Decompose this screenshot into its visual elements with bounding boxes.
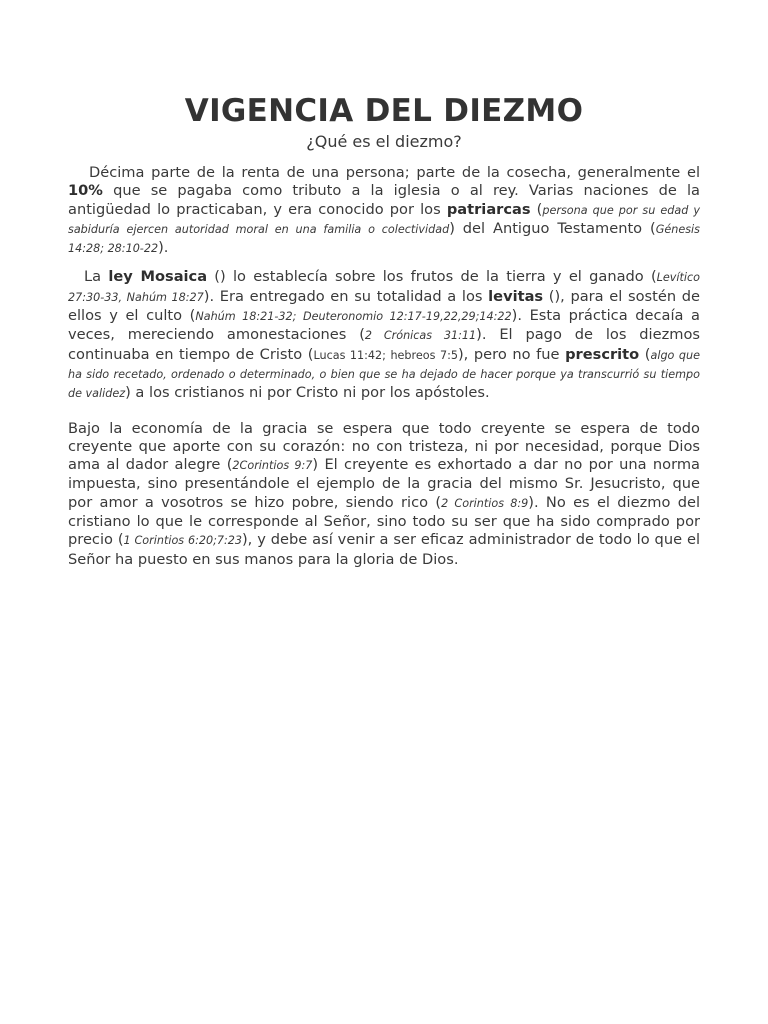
paragraph-text: ). El pago de los diezmos continuaba en tiempo de Cristo ( — [68, 326, 700, 363]
paragraph-text: Bajo la economía de la gracia se espera que todo creyente se espera de todo creyente que aporte con su corazón: no con tristeza, ni por necesidad, porque Dios ama al dador alegre ( — [68, 419, 700, 474]
paragraph-text: ), y debe así venir a ser eficaz administrador de todo lo que el Señor ha puesto en sus manos para la gloria de Dios. — [68, 531, 700, 568]
document-page — [68, 92, 700, 579]
bible-reference: Nahúm 18:21-32; Deuteronomio 12:17-19,22,29;14:22 — [195, 310, 512, 324]
document-title: VIGENCIA DEL DIEZMO — [184, 93, 584, 129]
bold-term: prescrito — [565, 345, 640, 363]
paragraph-definition — [68, 164, 700, 258]
bold-term: 10% — [68, 182, 103, 200]
bold-term: patriarcas — [446, 200, 531, 218]
paragraph-text: ). No es el diezmo del cristiano lo que le corresponde al Señor, sino todo su ser que ha sido comprado por precio ( — [68, 493, 701, 549]
bible-reference: Génesis 14:28; 28:10-22 — [68, 222, 700, 256]
bold-term: ley Mosaica — [108, 268, 208, 286]
paragraph-text: ( — [530, 200, 543, 218]
paragraph-text: ), pero no fue — [457, 345, 566, 363]
bible-reference: 2Corintios 9:7 — [232, 459, 313, 473]
definition-note: persona que por su edad y sabiduría ejercen autoridad moral en una familia o colectividad — [68, 203, 700, 236]
bible-reference: 2 Crónicas 31:11 — [364, 329, 477, 343]
paragraph-text: La — [84, 268, 109, 286]
definition-note: algo que ha sido recetado, ordenado o determinado, o bien que se ha dejado de hacer porque ya transcurrió su tiempo de validez — [68, 348, 700, 401]
paragraph-text: ) a los cristianos ni por Cristo ni por los apóstoles. — [125, 384, 490, 402]
paragraph-text: ) El creyente es exhortado a dar no por una norma impuesta, sino presentándole el ejemplo de la gracia del mismo Sr. Jesucristo, que por amor a vosotros se hizo pobre, siendo rico ( — [68, 456, 700, 511]
paragraph-text: () lo establecía sobre los frutos de la tierra y el ganado ( — [207, 268, 657, 286]
bold-term: levitas — [488, 287, 544, 305]
document-subtitle: ¿Qué es el diezmo? — [306, 132, 462, 151]
paragraph-grace — [68, 420, 700, 569]
bible-reference: 2 Corintios 8:9 — [441, 496, 529, 510]
bible-reference: Lucas 11:42; hebreos 7:5 — [313, 348, 458, 362]
bible-reference: 1 Corintios 6:20;7:23 — [123, 534, 242, 548]
paragraph-text: ). — [158, 239, 169, 257]
paragraph-text: que se pagaba como tributo a la iglesia o al rey. Varias naciones de la antigüedad lo practicaban, y era conocido por los — [68, 182, 700, 218]
paragraph-text: ). Esta práctica decaía a veces, mereciendo amonestaciones ( — [68, 307, 700, 344]
paragraph-mosaic-law — [68, 268, 700, 403]
paragraph-text: ) del Antiguo Testamento ( — [449, 219, 656, 237]
bible-reference: Levítico 27:30-33, Nahúm 18:27 — [68, 271, 701, 304]
paragraph-text: ( — [639, 345, 651, 363]
paragraph-text: (), para el sostén de ellos y el culto ( — [68, 287, 700, 325]
paragraph-text: Décima parte de la renta de una persona; parte de la cosecha, generalmente el — [89, 164, 700, 181]
paragraph-text: ). Era entregado en su totalidad a los — [203, 287, 489, 305]
